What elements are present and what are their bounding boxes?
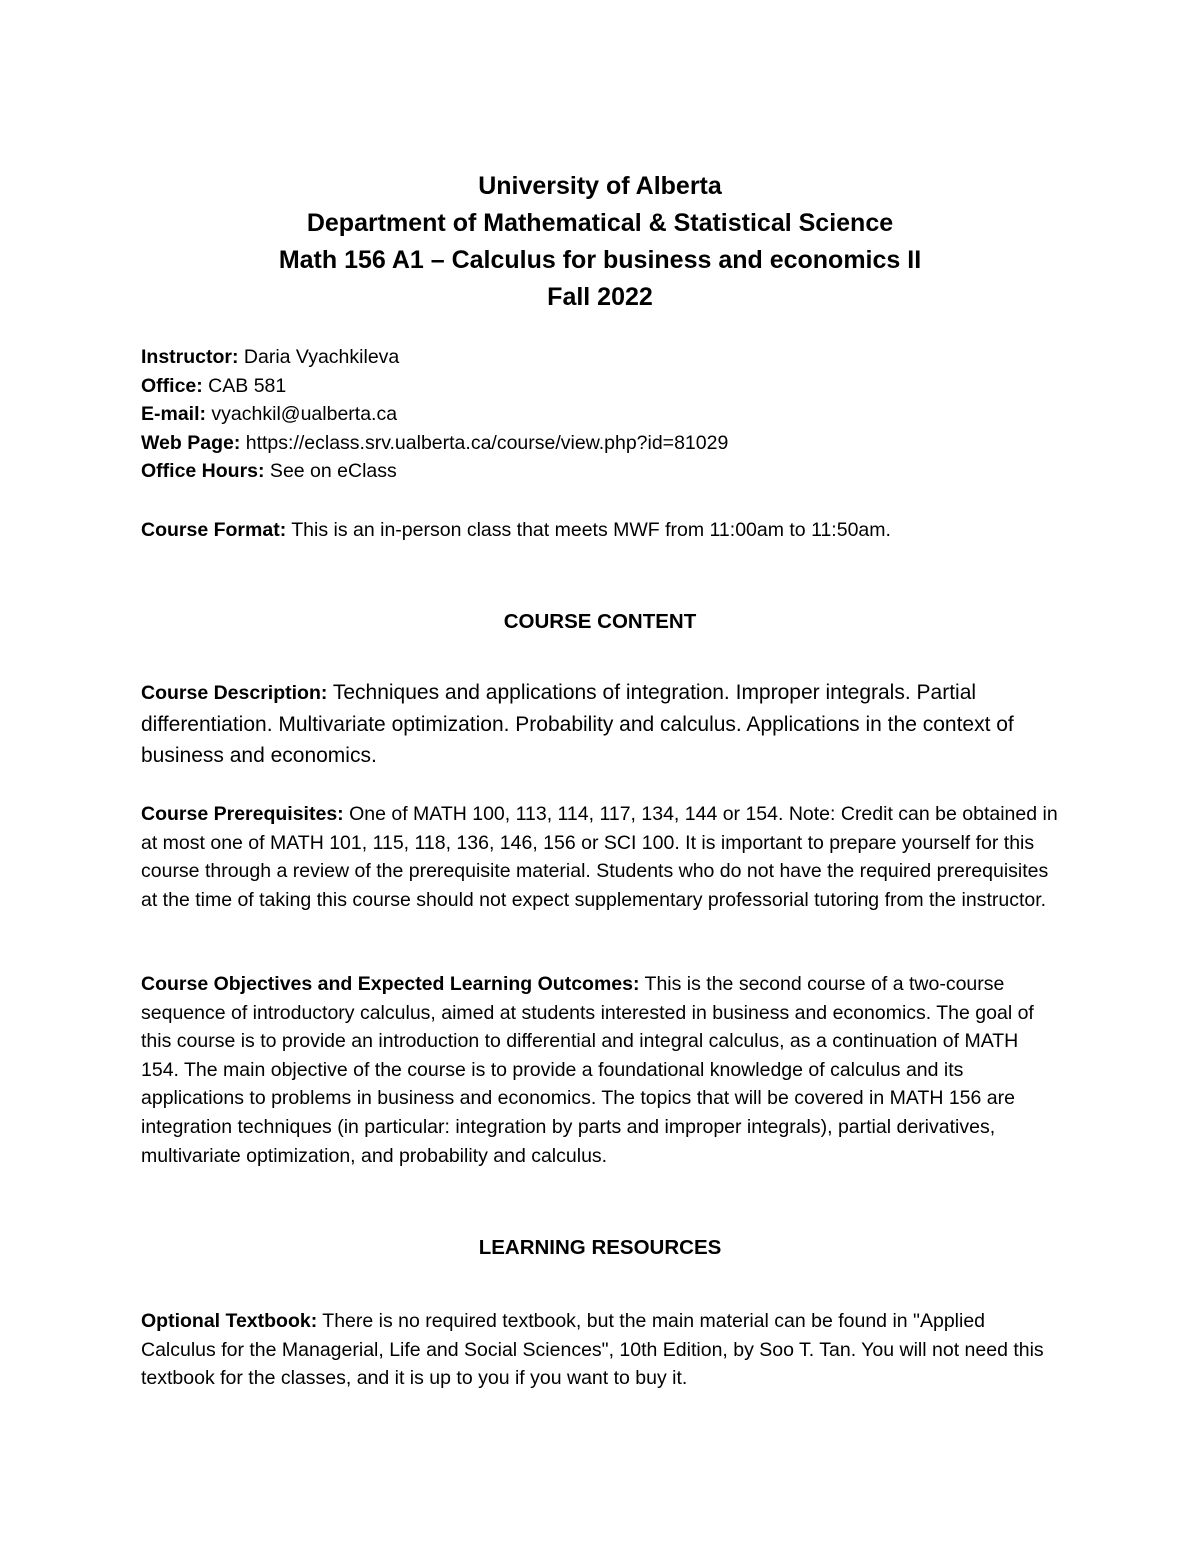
email-line [141,400,1071,429]
term: Fall 2022 [547,283,653,311]
course-format-value: This is an in-person class that meets MWF from 11:00am to 11:50am. [286,519,891,541]
webpage-line [141,429,1071,458]
course-title: Math 156 A1 – Calculus for business and economics II [278,246,922,274]
course-objectives [141,970,1061,1170]
university-name: University of Alberta [478,172,722,200]
optional-textbook-value: There is no required textbook, but the main material can be found in "Applied Calculus for the Managerial, Life and Social Sciences", 10th Edition, by Soo T. Tan. You will not need this textbook for the classes, and it is up to you if you want to buy it. [141,1310,1044,1390]
office-value: CAB 581 [202,374,287,397]
optional-textbook-label: Optional Textbook: [141,1310,318,1332]
instructor-value: Daria Vyachkileva [238,346,400,368]
document-title-block [0,168,1200,316]
email-label: E-mail: [141,403,207,425]
department-name: Department of Mathematical & Statistical Science [306,209,894,237]
course-description [141,677,1071,771]
course-format-label: Course Format: [141,519,287,541]
course-prerequisites-label: Course Prerequisites: [141,803,344,825]
office-hours-value: See on eClass [264,460,397,482]
instructor-label: Instructor: [141,346,239,368]
instructor-line [141,343,1071,372]
office-hours-line [141,457,1071,486]
office-line [141,372,1071,401]
instructor-info [141,343,1071,486]
course-content-heading: COURSE CONTENT [503,610,697,633]
course-prerequisites [141,800,1061,914]
optional-textbook [141,1307,1061,1393]
email-value: vyachkil@ualberta.ca [206,403,398,425]
course-description-label: Course Description: [141,682,328,704]
course-description-value: Techniques and applications of integration. Improper integrals. Partial differentiation. Multivariate optimization. Probability and calculus. Applications in the context of business and economics. [141,681,1014,767]
office-label: Office: [141,374,203,397]
learning-resources-heading: LEARNING RESOURCES [478,1236,722,1259]
course-objectives-label: Course Objectives and Expected Learning Outcomes: [141,973,640,995]
webpage-value: https://eclass.srv.ualberta.ca/course/view.php?id=81029 [240,431,729,454]
course-objectives-value: This is the second course of a two-course sequence of introductory calculus, aimed at students interested in business and economics. The goal of this course is to provide an introduction to differential and integral calculus, as a continuation of MATH 154. The main objective of the course is to provide a foundational knowledge of calculus and its applications to problems in business and economics. The topics that will be covered in MATH 156 are integration techniques (in particular: integration by parts and improper integrals), partial derivatives, multivariate optimization, and probability and calculus. [141,973,1034,1167]
webpage-label: Web Page: [141,431,241,454]
course-format [141,516,1071,545]
course-prerequisites-value: One of MATH 100, 113, 114, 117, 134, 144 or 154. Note: Credit can be obtained in at most one of MATH 101, 115, 118, 136, 146, 156 or SCI 100. It is important to prepare yourself for this course through a review of the prerequisite material. Students who do not have the required prerequisites at the time of taking this course should not expect supplementary professorial tutoring from the instructor. [141,803,1058,911]
office-hours-label: Office Hours: [141,460,265,482]
